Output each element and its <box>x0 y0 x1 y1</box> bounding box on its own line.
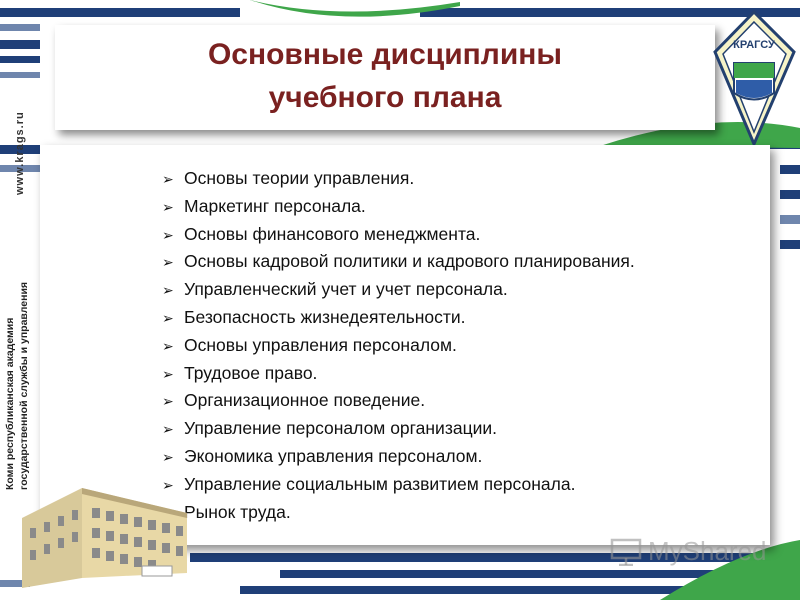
discipline-label: Организационное поведение. <box>184 390 426 411</box>
academy-name-line2: государственной службы и управления <box>18 281 30 490</box>
arrow-bullet-icon: ➢ <box>162 282 174 299</box>
discipline-item <box>162 304 635 332</box>
discipline-item <box>162 443 635 471</box>
arrow-bullet-icon: ➢ <box>162 448 174 465</box>
stripe <box>0 72 40 78</box>
discipline-item <box>162 332 635 360</box>
discipline-label: Безопасность жизнедеятельности. <box>184 306 466 327</box>
website-label: www.krags.ru <box>14 111 26 195</box>
arrow-bullet-icon: ➢ <box>162 309 174 326</box>
discipline-item <box>162 165 635 193</box>
discipline-item <box>162 221 635 249</box>
discipline-label: Управленческий учет и учет персонала. <box>184 279 508 300</box>
stripe <box>780 165 800 174</box>
stripe <box>780 215 800 224</box>
discipline-item <box>162 360 635 388</box>
arrow-bullet-icon: ➢ <box>162 198 174 215</box>
discipline-item <box>162 499 635 527</box>
stripe <box>0 8 240 17</box>
academy-emblem-icon <box>712 8 797 148</box>
arrow-bullet-icon: ➢ <box>162 171 174 187</box>
discipline-label: Основы управления персоналом. <box>184 334 457 355</box>
stripe <box>0 56 40 63</box>
arrow-bullet-icon: ➢ <box>162 226 174 243</box>
arrow-bullet-icon: ➢ <box>162 365 174 382</box>
discipline-label: Рынок труда. <box>184 501 291 522</box>
discipline-label: Маркетинг персонала. <box>184 195 366 216</box>
arrow-bullet-icon: ➢ <box>162 476 174 493</box>
stripe <box>0 24 40 31</box>
presentation-board-icon <box>610 538 642 566</box>
discipline-item <box>162 387 635 415</box>
discipline-label: Основы финансового менеджмента. <box>184 223 481 244</box>
discipline-list <box>162 165 635 526</box>
svg-text:КРАГСУ: КРАГСУ <box>733 39 775 51</box>
arrow-bullet-icon: ➢ <box>162 421 174 438</box>
discipline-item <box>162 471 635 499</box>
title-line2: учебного плана <box>268 81 502 114</box>
academy-name-line1: Коми республиканская академия <box>4 317 16 490</box>
title-line1: Основные дисциплины <box>207 38 563 71</box>
watermark-text: MyShared <box>648 536 767 566</box>
arrow-bullet-icon: ➢ <box>162 254 174 271</box>
discipline-label: Экономика управления персоналом. <box>184 445 483 466</box>
stripe <box>780 190 800 199</box>
discipline-item <box>162 276 635 304</box>
discipline-label: Управление персоналом организации. <box>184 418 498 439</box>
discipline-item <box>162 248 635 276</box>
stripe <box>0 40 40 49</box>
arrow-bullet-icon: ➢ <box>162 337 174 354</box>
stripe <box>780 240 800 249</box>
discipline-label: Трудовое право. <box>184 362 318 383</box>
myshared-watermark <box>610 536 767 567</box>
page-title <box>55 33 715 119</box>
discipline-label: Основы кадровой политики и кадрового планирования. <box>184 251 635 272</box>
discipline-label: Управление социальным развитием персонала. <box>184 473 576 494</box>
discipline-label: Основы теории управления. <box>184 168 415 188</box>
discipline-item <box>162 193 635 221</box>
arrow-bullet-icon: ➢ <box>162 393 174 410</box>
discipline-item <box>162 415 635 443</box>
building-illustration-icon <box>22 478 192 588</box>
